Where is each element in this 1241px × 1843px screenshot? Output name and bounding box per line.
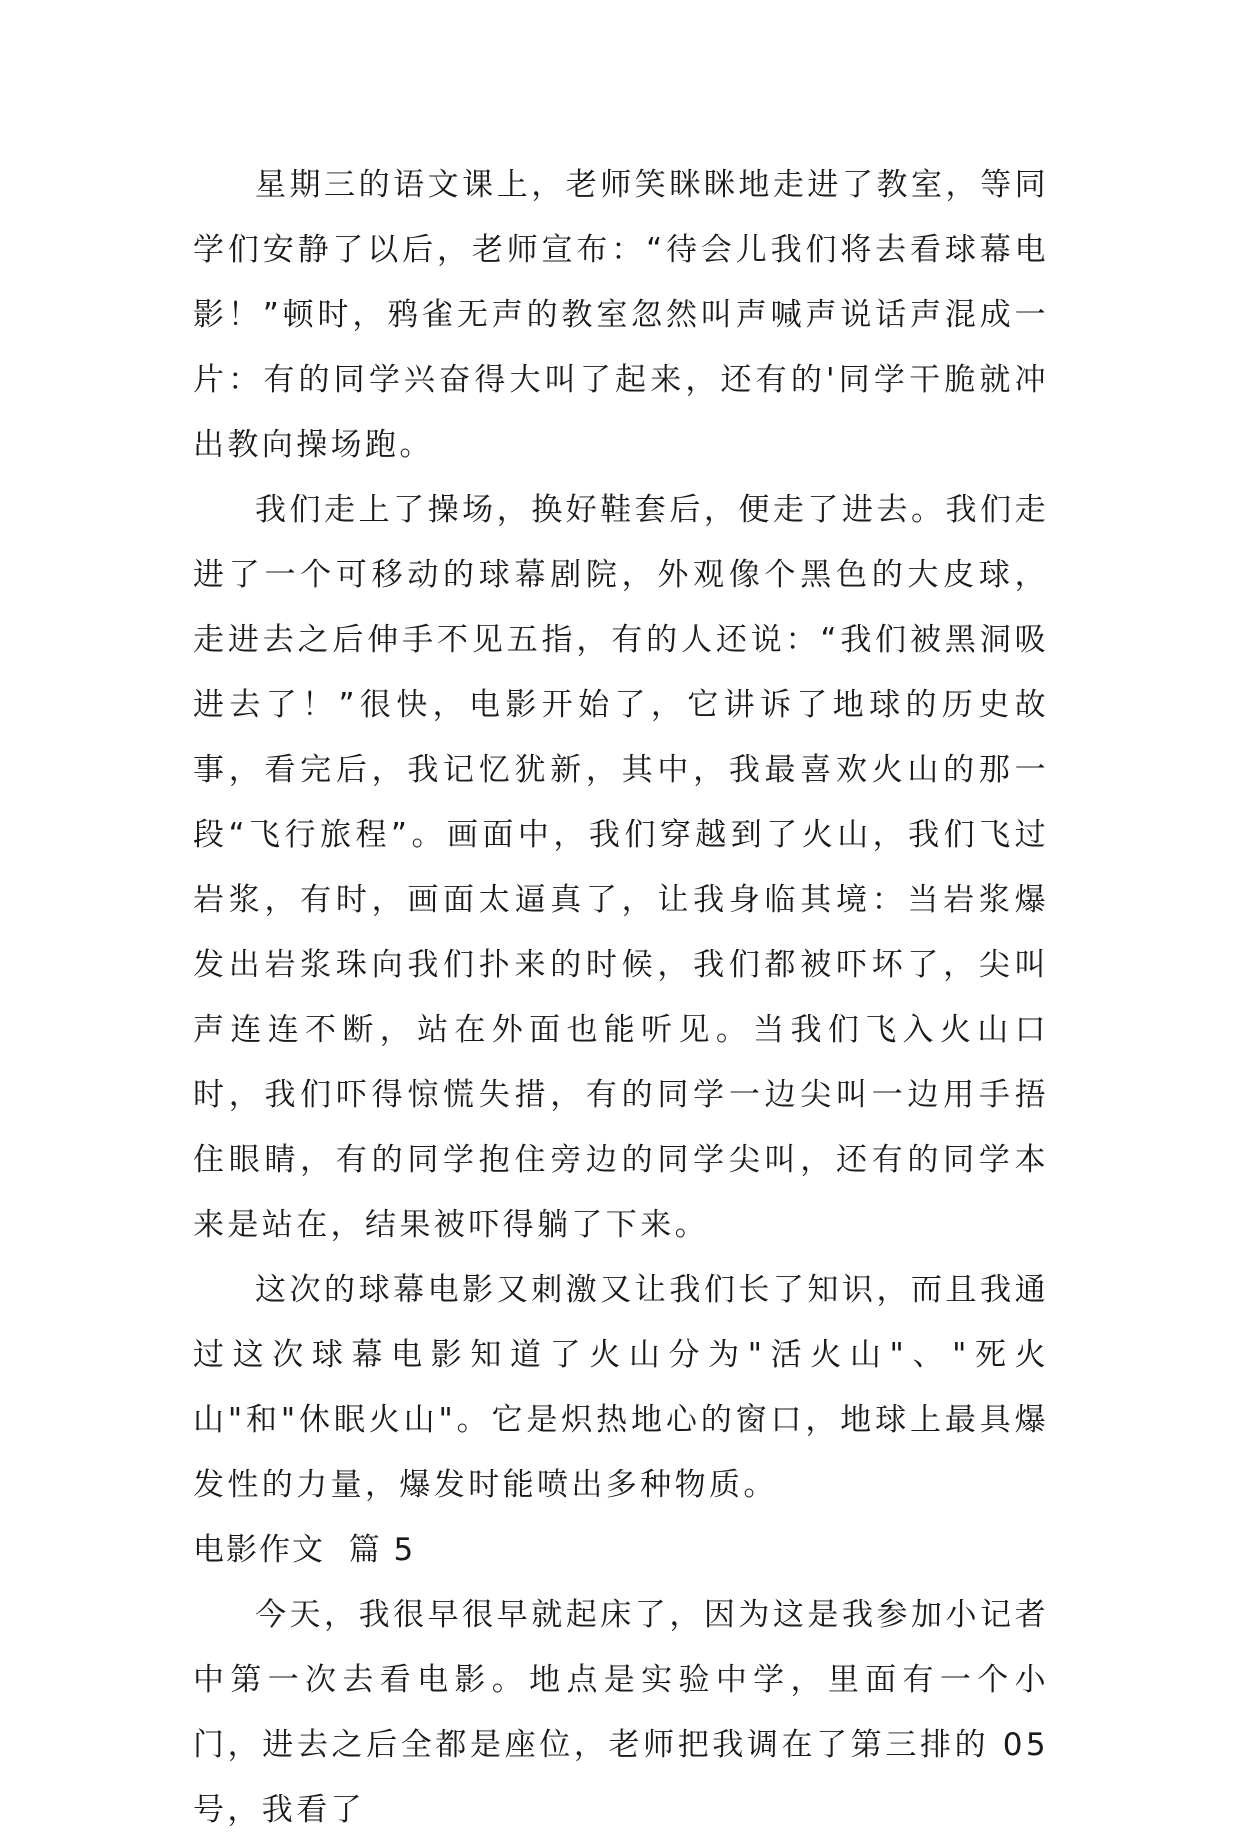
section-heading: 电影作文 篇 5 [193,1532,416,1568]
paragraph-volcano-knowledge: 这次的球幕电影又刺激又让我们长了知识，而且我通过这次球幕电影知道了火山分为"活火山"、"死火山"和"休眠火山"。它是炽热地心的窗口，地球上最具爆发性的力量，爆发时能喷出多种物质。 [193,1272,1049,1503]
paragraph-classroom-announcement: 星期三的语文课上，老师笑眯眯地走进了教室，等同学们安静了以后，老师宣布：“待会儿我们将去看球幕电影！”顿时，鸦雀无声的教室忽然叫声喊声说话声混成一片：有的同学兴奋得大叫了起来，还有的'同学干脆就冲出教向操场跑。 [193,167,1049,463]
paragraph-dome-theater: 我们走上了操场，换好鞋套后，便走了进去。我们走进了一个可移动的球幕剧院，外观像个黑色的大皮球，走进去之后伸手不见五指，有的人还说：“我们被黑洞吸进去了！”很快，电影开始了，它讲诉了地球的历史故事，看完后，我记忆犹新，其中，我最喜欢火山的那一段“飞行旅程”。画面中，我们穿越到了火山，我们飞过岩浆，有时，画面太逼真了，让我身临其境：当岩浆爆发出岩浆珠向我们扑来的时候，我们都被吓坏了，尖叫声连连不断，站在外面也能听见。当我们飞入火山口时，我们吓得惊慌失措，有的同学一边尖叫一边用手捂住眼睛，有的同学抱住旁边的同学尖叫，还有的同学本来是站在，结果被吓得躺了下来。 [193,492,1049,1243]
paragraph-reporter-movie: 今天，我很早很早就起床了，因为这是我参加小记者中第一次去看电影。地点是实验中学，里面有一个小门，进去之后全都是座位，老师把我调在了第三排的 05 号，我看了 [193,1597,1049,1828]
document-body [193,153,1049,1843]
